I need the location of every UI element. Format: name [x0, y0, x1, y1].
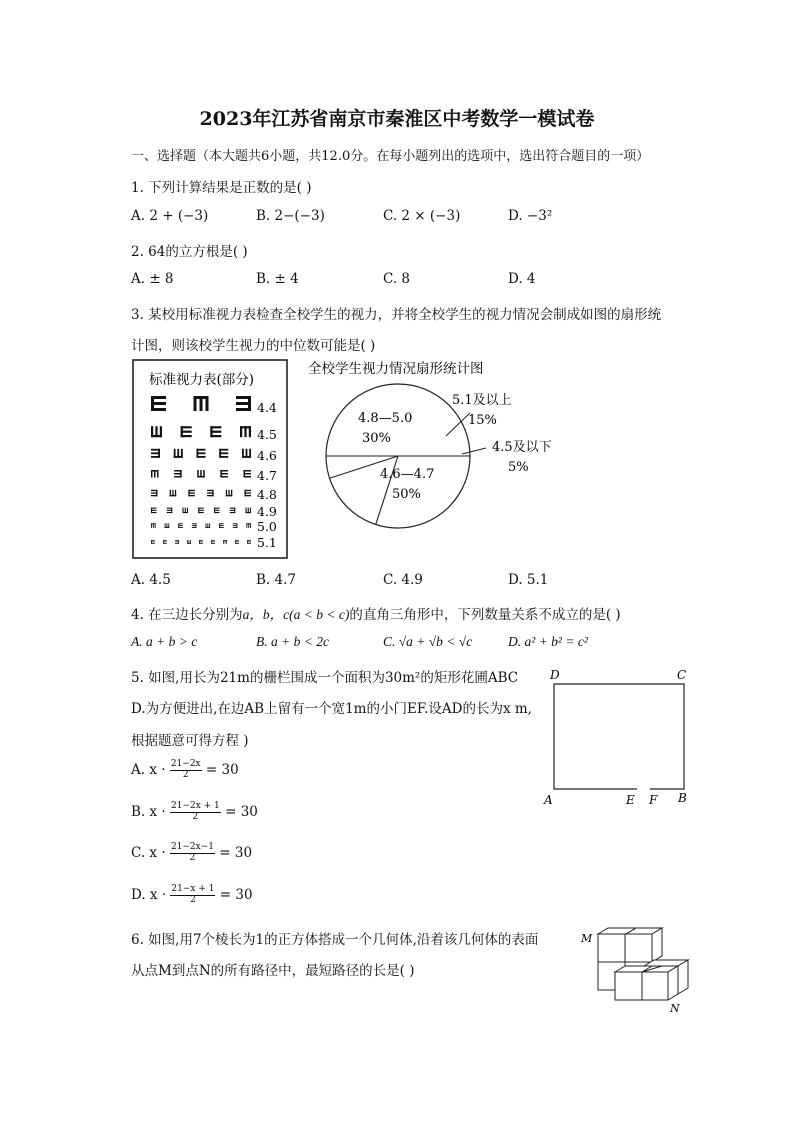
optotype-e [206, 523, 211, 528]
q5-d-numerator: 21−x + 1 [171, 884, 215, 894]
optotype-e [151, 426, 162, 437]
q4-stem-post: 的直角三角形中，下列数量关系不成立的是( ) [349, 607, 621, 623]
q5-a-denominator: 2 [182, 769, 189, 780]
q4-stem [131, 603, 621, 623]
optotype-e [242, 449, 251, 458]
q6-stem-line2: 从点M到点N的所有路径中，最短路径的长是( ) [131, 963, 415, 979]
q5-b-denominator: 2 [192, 811, 199, 822]
pie-chart-title: 全校学生视力情况扇形统计图 [308, 361, 484, 377]
q1-option-b[interactable]: B. 2−(−3) [256, 208, 325, 224]
eye-chart-value: 4.4 [257, 400, 277, 415]
optotype-e [151, 540, 155, 544]
eye-chart-value: 5.1 [257, 535, 277, 550]
optotype-e [151, 396, 166, 411]
q1-option-a[interactable]: A. 2 + (−3) [131, 208, 209, 224]
q5-c-numerator: 21−2x−1 [170, 842, 214, 852]
optotype-e [151, 490, 158, 497]
optotype-e [197, 470, 205, 478]
optotype-e [235, 540, 239, 544]
q4-stem-vars: a，b，c(a < b < c) [242, 607, 350, 622]
q3-stem-line1: 3. 某校用标准视力表检查全校学生的视力，并将全校学生的视力情况会制成如图的扇形统 [131, 307, 662, 323]
optotype-e [188, 490, 195, 497]
optotype-e [226, 490, 233, 497]
eye-chart-value: 4.9 [257, 504, 277, 519]
pie-slice-category: 4.5及以下 [492, 440, 552, 455]
label-M: M [581, 932, 593, 945]
optotype-e [214, 508, 220, 513]
q5-option-b[interactable] [131, 802, 258, 823]
optotype-e [174, 449, 183, 458]
optotype-e [247, 540, 251, 544]
q5-stem-line2: D.为方便进出,在边AB上留有一个宽1m的小门EF.设AD的长为x m, [131, 701, 532, 717]
optotype-e [151, 508, 157, 513]
q1-option-d[interactable]: D. −3² [508, 208, 553, 224]
q4-option-c[interactable]: C. √a + √b < √c [383, 634, 473, 649]
optotype-e [175, 540, 179, 544]
label-A: A [544, 793, 553, 807]
eye-chart-value: 4.6 [257, 448, 277, 463]
optotype-e [151, 449, 160, 458]
q5-option-c[interactable] [131, 843, 252, 864]
pie-slice-percent: 15% [468, 413, 497, 428]
label-C: C [677, 668, 687, 682]
pie-slices [326, 384, 470, 528]
q5-b-post: = 30 [225, 803, 258, 820]
optotype-e [199, 540, 203, 544]
q1-stem: 1. 下列计算结果是正数的是( ) [131, 180, 312, 196]
optotype-e [165, 523, 170, 528]
q5-c-pre: C. x · [131, 844, 166, 861]
q5-stem-line1: 5. 如图,用长为21m的栅栏围成一个面积为30m²的矩形花圃ABC [131, 670, 519, 686]
optotype-e [211, 540, 215, 544]
optotype-e [181, 426, 192, 437]
pie-slice-percent: 50% [392, 487, 421, 502]
page-title: 2023年江苏省南京市秦淮区中考数学一模试卷 [199, 108, 595, 130]
q6-stem-line1: 6. 如图,用7个棱长为1的正方体搭成一个几何体,沿着该几何体的表面 [131, 932, 539, 948]
optotype-e [170, 490, 177, 497]
q1-option-c[interactable]: C. 2 × (−3) [383, 208, 461, 224]
eye-chart-value: 5.0 [257, 519, 277, 534]
q5-d-post: = 30 [219, 886, 253, 903]
optotype-e [240, 426, 251, 437]
optotype-e [167, 508, 173, 513]
pie-slice-category: 4.6—4.7 [380, 467, 435, 482]
optotype-e [207, 490, 214, 497]
q2-stem: 2. 64的立方根是( ) [131, 244, 248, 260]
cube-stack [598, 928, 688, 1000]
q3-option-d[interactable]: D. 5.1 [508, 572, 549, 588]
q5-c-denominator: 2 [189, 852, 196, 863]
optotype-e [244, 470, 252, 478]
q5-stem-line3: 根据题意可得方程 ) [131, 733, 249, 749]
eye-chart-figure [131, 358, 293, 561]
q5-a-numerator: 21−2x [170, 759, 201, 769]
eye-chart-rows [151, 396, 277, 550]
q4-option-b[interactable]: B. a + b < 2c [256, 634, 329, 649]
q5-b-fraction [170, 802, 221, 823]
optotype-e [210, 426, 221, 437]
q5-b-numerator: 21−2x + 1 [171, 801, 220, 811]
q5-rectangle-figure [538, 664, 698, 810]
optotype-e [151, 470, 159, 478]
pie-slice-percent: 5% [508, 460, 529, 475]
optotype-e [233, 523, 238, 528]
pie-chart-figure [298, 358, 568, 558]
optotype-e [198, 508, 204, 513]
q5-d-denominator: 2 [190, 894, 196, 905]
optotype-e [219, 449, 228, 458]
label-F: F [649, 793, 658, 807]
eye-chart-title: 标准视力表(部分) [149, 372, 255, 388]
pie-slice-category: 4.8—5.0 [358, 411, 413, 426]
q5-option-d[interactable] [131, 885, 253, 906]
label-D: D [550, 668, 560, 682]
q5-a-pre: A. x · [131, 761, 166, 778]
q3-option-c[interactable]: C. 4.9 [383, 572, 423, 588]
optotype-e [187, 540, 191, 544]
optotype-e [174, 470, 182, 478]
optotype-e [219, 523, 224, 528]
optotype-e [220, 470, 228, 478]
q2-option-d[interactable]: D. 4 [508, 271, 536, 287]
q3-option-b[interactable]: B. 4.7 [256, 572, 296, 588]
eye-chart-value: 4.8 [257, 487, 277, 502]
optotype-e [192, 523, 197, 528]
q2-option-a[interactable]: A. ± 8 [131, 271, 174, 287]
q2-option-b[interactable]: B. ± 4 [256, 271, 299, 287]
optotype-e [245, 490, 252, 497]
pie-slice-percent: 30% [362, 431, 391, 446]
q6-cubes-figure [578, 922, 696, 1018]
optotype-e [230, 508, 236, 513]
label-B: B [678, 791, 687, 805]
optotype-e [194, 396, 209, 411]
optotype-e [246, 523, 251, 528]
q4-option-a[interactable]: A. a + b > c [131, 634, 198, 649]
q5-d-fraction [170, 885, 215, 906]
label-E: E [626, 793, 635, 807]
q5-c-post: = 30 [219, 844, 253, 861]
q4-option-d[interactable]: D. a² + b² = c² [508, 634, 588, 649]
optotype-e [163, 540, 167, 544]
q5-a-post: = 30 [205, 761, 239, 778]
rectangle-fence [554, 684, 684, 789]
section-heading: 一、选择题（本大题共6小题，共12.0分。在每小题列出的选项中，选出符合题目的一项） [131, 149, 650, 164]
optotype-e [236, 396, 251, 411]
eye-chart-value: 4.7 [257, 468, 277, 483]
eye-chart-value: 4.5 [257, 427, 277, 442]
pie-slice-category: 5.1及以上 [452, 393, 512, 408]
q4-stem-pre: 4. 在三边长分别为 [131, 607, 243, 623]
optotype-e [223, 540, 227, 544]
label-N: N [670, 1002, 680, 1015]
q5-d-pre: D. x · [131, 886, 167, 903]
optotype-e [246, 508, 252, 513]
q5-option-a[interactable] [131, 760, 239, 781]
q5-a-fraction [170, 760, 202, 781]
q3-stem-line2: 计图，则该校学生视力的中位数可能是( ) [131, 338, 376, 354]
q5-b-pre: B. x · [131, 803, 166, 820]
q5-c-fraction [170, 843, 215, 864]
q3-option-a[interactable]: A. 4.5 [131, 572, 171, 588]
optotype-e [151, 523, 156, 528]
optotype-e [183, 508, 189, 513]
optotype-e [197, 449, 206, 458]
q2-option-c[interactable]: C. 8 [383, 271, 411, 287]
optotype-e [178, 523, 183, 528]
